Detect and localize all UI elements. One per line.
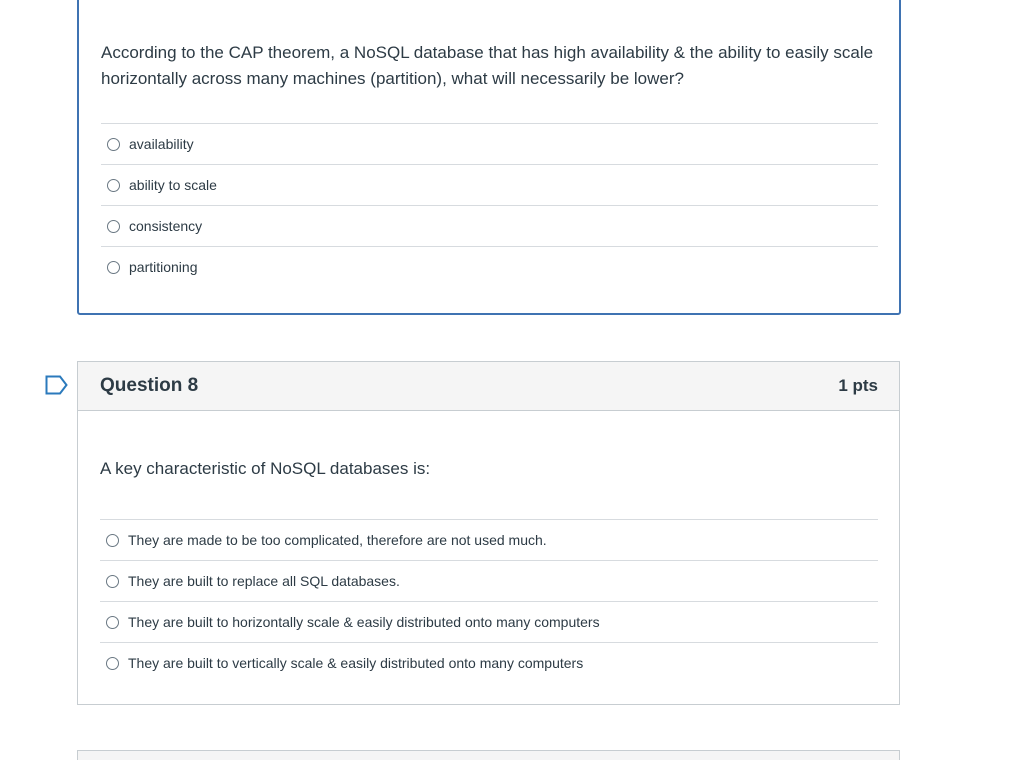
answer-option[interactable] xyxy=(100,602,878,643)
question-points: 1 pts xyxy=(838,376,878,395)
flag-question-icon[interactable] xyxy=(45,375,69,395)
answer-option[interactable] xyxy=(101,124,878,165)
answer-option[interactable] xyxy=(100,561,878,602)
radio-unselected-icon[interactable] xyxy=(107,138,120,151)
radio-unselected-icon[interactable] xyxy=(106,575,119,588)
answer-label: ability to scale xyxy=(129,177,217,193)
answer-label: availability xyxy=(129,136,194,152)
radio-unselected-icon[interactable] xyxy=(107,179,120,192)
question-8-text: A key characteristic of NoSQL databases is: xyxy=(100,459,431,478)
radio-unselected-icon[interactable] xyxy=(106,534,119,547)
question-8-answers xyxy=(100,519,878,683)
answer-label: partitioning xyxy=(129,259,198,275)
answer-option[interactable] xyxy=(100,643,878,683)
radio-unselected-icon[interactable] xyxy=(107,261,120,274)
answer-label: consistency xyxy=(129,218,203,234)
answer-label: They are built to horizontally scale & easily distributed onto many computers xyxy=(128,614,600,630)
question-7-answers xyxy=(101,123,878,287)
radio-unselected-icon[interactable] xyxy=(106,616,119,629)
answer-option[interactable] xyxy=(101,206,878,247)
question-title: Question 8 xyxy=(100,375,199,396)
radio-unselected-icon[interactable] xyxy=(106,657,119,670)
question-7-card xyxy=(77,0,901,315)
radio-unselected-icon[interactable] xyxy=(107,220,120,233)
answer-label: They are made to be too complicated, therefore are not used much. xyxy=(128,532,547,548)
answer-label: They are built to vertically scale & easily distributed onto many computers xyxy=(128,655,584,671)
question-8-header xyxy=(78,362,899,411)
answer-label: They are built to replace all SQL databases. xyxy=(128,573,400,589)
answer-option[interactable] xyxy=(100,520,878,561)
question-9-card xyxy=(77,750,900,760)
answer-option[interactable] xyxy=(101,247,878,287)
question-8-card xyxy=(77,361,900,705)
answer-option[interactable] xyxy=(101,165,878,206)
question-7-text: According to the CAP theorem, a NoSQL database that has high availability & the ability to easily scale horizontally across many machines (partition), what will necessarily be lower? xyxy=(101,43,874,88)
